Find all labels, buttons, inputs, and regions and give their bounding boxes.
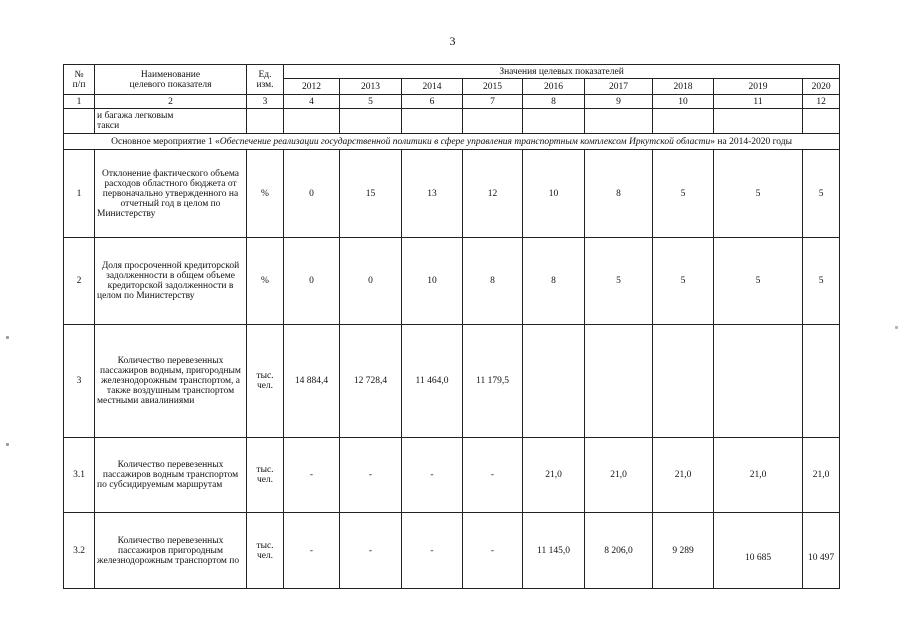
- row-value: [585, 325, 653, 438]
- row-value: -: [463, 513, 523, 589]
- row-value: 5: [714, 150, 803, 238]
- header-year: 2013: [340, 79, 402, 95]
- row-num: 3.2: [64, 513, 95, 589]
- row-unit: тыс. чел.: [247, 325, 284, 438]
- header-year: 2019: [714, 79, 803, 95]
- row-value: 21,0: [803, 438, 840, 513]
- row-name: и багажа легковым такси: [95, 109, 247, 134]
- index-cell: 3: [247, 95, 284, 109]
- row-value: 11 464,0: [402, 325, 463, 438]
- index-cell: 5: [340, 95, 402, 109]
- row-value: 5: [714, 238, 803, 325]
- row-value: 0: [284, 150, 340, 238]
- index-cell: 12: [803, 95, 840, 109]
- continuation-row: [64, 109, 840, 134]
- row-value: 0: [340, 238, 402, 325]
- index-cell: 10: [653, 95, 714, 109]
- row-value: 21,0: [523, 438, 585, 513]
- target-indicators-table: [63, 64, 840, 589]
- header-num: № п/п: [64, 65, 95, 95]
- index-cell: 7: [463, 95, 523, 109]
- section-title: Основное мероприятие 1 «Обеспечение реализации государственной политики в сфере управления транспортным комплексом Иркутской области» на 2014-2020 годы: [64, 134, 840, 150]
- header-year: 2017: [585, 79, 653, 95]
- row-value: -: [284, 438, 340, 513]
- row-value: 10 497: [803, 513, 840, 589]
- header-name: Наименование целевого показателя: [95, 65, 247, 95]
- row-value: 21,0: [653, 438, 714, 513]
- row-value: -: [402, 438, 463, 513]
- index-cell: 11: [714, 95, 803, 109]
- row-num: 1: [64, 150, 95, 238]
- row-value: 8: [585, 150, 653, 238]
- row-unit: %: [247, 238, 284, 325]
- table-row: [64, 513, 840, 589]
- index-cell: 1: [64, 95, 95, 109]
- row-value: 10: [402, 238, 463, 325]
- row-value: [523, 325, 585, 438]
- row-name: Отклонение фактического объема расходов областного бюджета от первоначально утвержденного на отчетный год в целом по Министерству: [95, 150, 247, 238]
- table-row: [64, 238, 840, 325]
- scan-dot: [6, 443, 9, 446]
- row-value: [714, 325, 803, 438]
- index-cell: 9: [585, 95, 653, 109]
- row-value: 14 884,4: [284, 325, 340, 438]
- row-value: 21,0: [585, 438, 653, 513]
- row-unit: тыс. чел.: [247, 438, 284, 513]
- row-value: 8 206,0: [585, 513, 653, 589]
- row-value: 0: [284, 238, 340, 325]
- header-year: 2012: [284, 79, 340, 95]
- row-unit: %: [247, 150, 284, 238]
- row-value: 5: [803, 238, 840, 325]
- row-name: Количество перевезенных пассажиров пригородным железнодорожным транспортом по: [95, 513, 247, 589]
- scan-dot: [6, 336, 9, 339]
- row-value: -: [340, 438, 402, 513]
- row-name: Доля просроченной кредиторской задолженности в общем объеме кредиторской задолженности в целом по Министерству: [95, 238, 247, 325]
- header-year: 2018: [653, 79, 714, 95]
- row-num: 3.1: [64, 438, 95, 513]
- row-value: 5: [803, 150, 840, 238]
- row-num: 2: [64, 238, 95, 325]
- header-year: 2016: [523, 79, 585, 95]
- row-value: 5: [653, 150, 714, 238]
- index-cell: 4: [284, 95, 340, 109]
- row-value: -: [402, 513, 463, 589]
- scan-dot: [895, 326, 898, 329]
- row-value: 8: [523, 238, 585, 325]
- header-year: 2020: [803, 79, 840, 95]
- index-cell: 2: [95, 95, 247, 109]
- row-value: 21,0: [714, 438, 803, 513]
- index-cell: 8: [523, 95, 585, 109]
- section-row: [64, 134, 840, 150]
- row-value: 9 289: [653, 513, 714, 589]
- row-value: 10 685: [714, 513, 803, 589]
- row-value: 10: [523, 150, 585, 238]
- row-value: 13: [402, 150, 463, 238]
- row-value: 11 145,0: [523, 513, 585, 589]
- table-row: [64, 325, 840, 438]
- header-unit: Ед. изм.: [247, 65, 284, 95]
- row-value: 5: [653, 238, 714, 325]
- page-number: 3: [449, 34, 456, 48]
- header-year: 2014: [402, 79, 463, 95]
- row-value: -: [463, 438, 523, 513]
- row-name: Количество перевезенных пассажиров водным транспортом по субсидируемым маршрутам: [95, 438, 247, 513]
- row-value: [653, 325, 714, 438]
- row-value: 12 728,4: [340, 325, 402, 438]
- row-value: -: [340, 513, 402, 589]
- row-name: Количество перевезенных пассажиров водным, пригородным железнодорожным транспортом, а также воздушным транспортом местными авиалиниями: [95, 325, 247, 438]
- index-cell: 6: [402, 95, 463, 109]
- row-value: -: [284, 513, 340, 589]
- header-year: 2015: [463, 79, 523, 95]
- row-value: 11 179,5: [463, 325, 523, 438]
- row-value: 8: [463, 238, 523, 325]
- row-num: 3: [64, 325, 95, 438]
- header-values-title: Значения целевых показателей: [284, 65, 840, 79]
- row-value: 12: [463, 150, 523, 238]
- row-unit: тыс. чел.: [247, 513, 284, 589]
- table-row: [64, 150, 840, 238]
- table-row: [64, 438, 840, 513]
- row-value: [803, 325, 840, 438]
- row-value: 15: [340, 150, 402, 238]
- row-value: 5: [585, 238, 653, 325]
